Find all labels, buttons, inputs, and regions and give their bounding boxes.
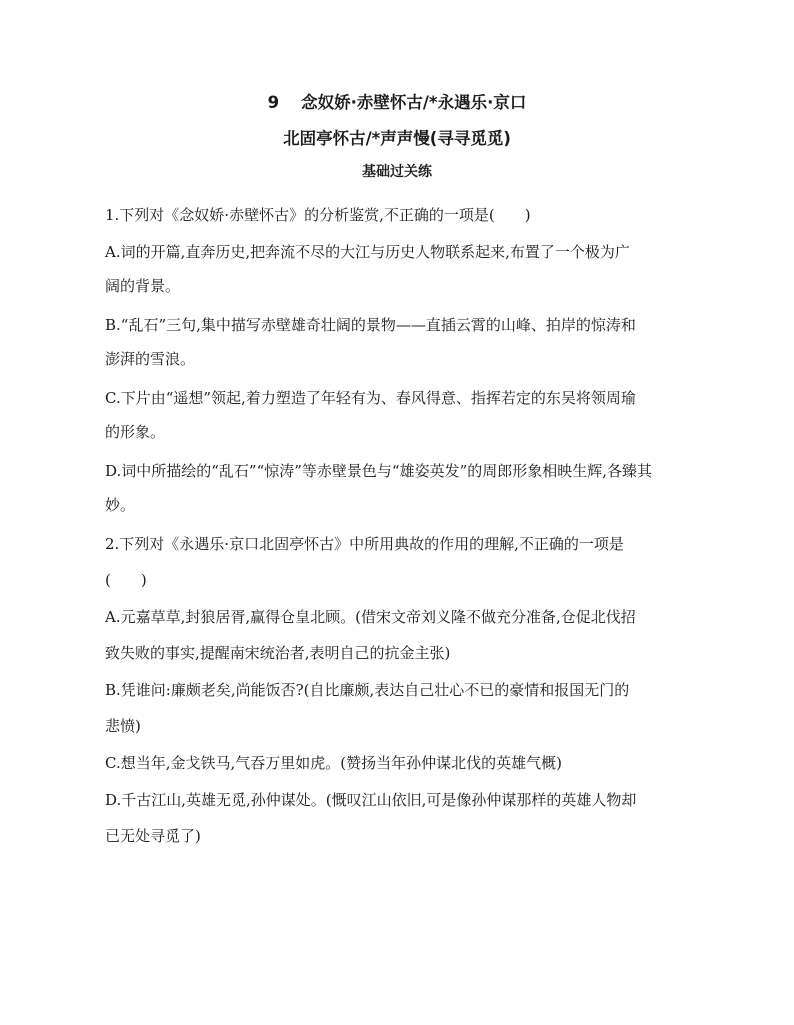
section-title: 基础过关练	[362, 164, 432, 180]
question-2-option-b-line1: B.凭谁问:廉颇老矣,尚能饭否?(自比廉颇,表达自己壮心不已的豪情和报国无门的	[105, 681, 630, 699]
question-1-option-d-line1: D.词中所描绘的“乱石”“惊涛”等赤壁景色与“雄姿英发”的周郎形象相映生辉,各臻其	[105, 462, 653, 480]
question-1-option-b-line2: 澎湃的雪浪。	[105, 350, 196, 368]
question-2-option-d-line2: 已无处寻觅了)	[105, 827, 201, 845]
question-2-option-c: C.想当年,金戈铁马,气吞万里如虎。(赞扬当年孙仲谋北伐的英雄气概)	[105, 754, 562, 772]
question-2-option-d-line1: D.千古江山,英雄无觅,孙仲谋处。(慨叹江山依旧,可是像孙仲谋那样的英雄人物却	[105, 791, 637, 809]
question-1-option-c-line2: 的形象。	[105, 423, 166, 441]
question-2-stem-line1: 2.下列对《永遇乐·京口北固亭怀古》中所用典故的作用的理解,不正确的一项是	[105, 535, 624, 553]
question-2-option-a-line1: A.元嘉草草,封狼居胥,赢得仓皇北顾。(借宋文帝刘义隆不做充分准备,仓促北伐招	[105, 608, 636, 626]
lesson-title-line1	[0, 91, 794, 115]
question-1-option-a-line2: 阔的背景。	[105, 277, 181, 295]
lesson-title-text: 念奴娇·赤壁怀古/*永遇乐·京口	[301, 93, 527, 112]
question-2-option-a-line2: 致失败的事实,提醒南宋统治者,表明自己的抗金主张)	[105, 644, 451, 662]
question-1-stem: 1.下列对《念奴娇·赤壁怀古》的分析鉴赏,不正确的一项是( )	[105, 206, 531, 224]
question-1-option-a-line1: A.词的开篇,直奔历史,把奔流不尽的大江与历史人物联系起来,布置了一个极为广	[105, 243, 630, 261]
lesson-title-line2: 北固亭怀古/*声声慢(寻寻觅觅)	[283, 129, 511, 148]
question-1-option-c-line1: C.下片由“遥想”领起,着力塑造了年轻有为、春风得意、指挥若定的东吴将领周瑜	[105, 389, 636, 407]
lesson-number: 9	[267, 93, 280, 112]
question-1-option-b-line1: B.“乱石”三句,集中描写赤壁雄奇壮阔的景物——直插云霄的山峰、拍岸的惊涛和	[105, 316, 636, 334]
question-2-stem-line2: ( )	[105, 571, 147, 589]
question-2-option-b-line2: 悲愤)	[105, 717, 141, 735]
question-1-option-d-line2: 妙。	[105, 496, 136, 514]
